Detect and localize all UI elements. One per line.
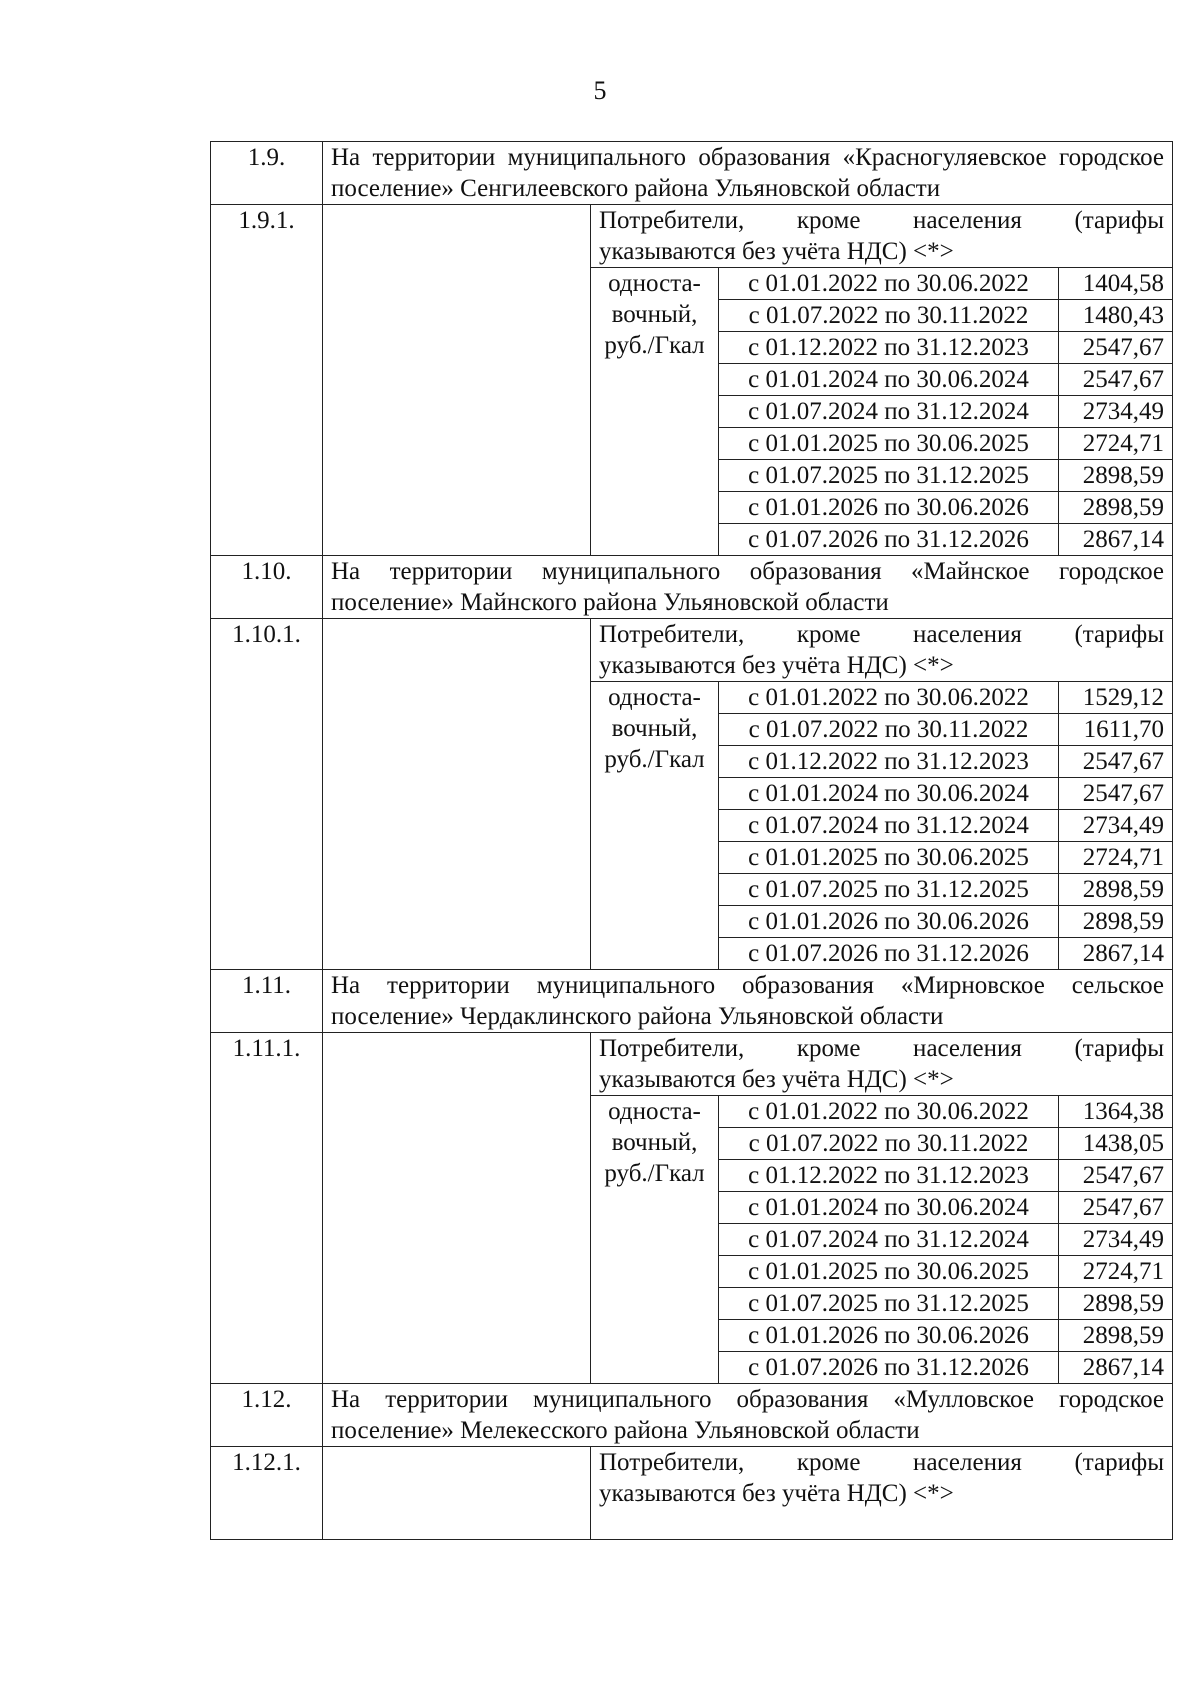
tariff-value: 1438,05 [1059, 1128, 1173, 1160]
section-number: 1.12. [211, 1384, 323, 1447]
tariff-period: с 01.01.2025 по 30.06.2025 [719, 1256, 1059, 1288]
tariff-value: 2734,49 [1059, 1224, 1173, 1256]
tariff-value: 2547,67 [1059, 746, 1173, 778]
tariff-period: с 01.07.2024 по 31.12.2024 [719, 1224, 1059, 1256]
subsection-number: 1.9.1. [211, 205, 323, 556]
tariff-value: 1611,70 [1059, 714, 1173, 746]
tariff-unit: односта-вочный, руб./Гкал [591, 682, 719, 778]
tariff-period: с 01.01.2022 по 30.06.2022 [719, 682, 1059, 714]
tariff-value: 2898,59 [1059, 492, 1173, 524]
subsection-number: 1.11.1. [211, 1033, 323, 1384]
tariff-period: с 01.01.2025 по 30.06.2025 [719, 428, 1059, 460]
section-title: На территории муниципального образования «Мулловское городское поселение» Мелекесского района Ульяновской области [323, 1384, 1173, 1447]
tariff-value: 2724,71 [1059, 1256, 1173, 1288]
tariff-value: 2547,67 [1059, 332, 1173, 364]
section-header-row [211, 142, 1173, 205]
tariff-period: с 01.07.2024 по 31.12.2024 [719, 810, 1059, 842]
tariff-value: 2898,59 [1059, 1320, 1173, 1352]
tariff-value: 1529,12 [1059, 682, 1173, 714]
blank-cell [323, 205, 591, 556]
tariff-period: с 01.01.2022 по 30.06.2022 [719, 1096, 1059, 1128]
tariff-unit-continued [591, 1192, 719, 1384]
tariff-period: с 01.07.2025 по 31.12.2025 [719, 1288, 1059, 1320]
blank-cell [323, 1447, 591, 1540]
section-header-row [211, 556, 1173, 619]
consumer-description: Потребители, кроме населения (тарифы указываются без учёта НДС) <*> [591, 1033, 1173, 1096]
tariff-period: с 01.12.2022 по 31.12.2023 [719, 332, 1059, 364]
tariff-value: 1404,58 [1059, 268, 1173, 300]
tariff-period: с 01.07.2026 по 31.12.2026 [719, 1352, 1059, 1384]
consumer-row [211, 619, 1173, 682]
tariff-value: 2734,49 [1059, 396, 1173, 428]
section-header-row [211, 1384, 1173, 1447]
section-number: 1.11. [211, 970, 323, 1033]
tariff-value: 2898,59 [1059, 874, 1173, 906]
tariff-value: 2734,49 [1059, 810, 1173, 842]
consumer-row [211, 205, 1173, 268]
consumer-row [211, 1033, 1173, 1096]
tariff-value: 2898,59 [1059, 460, 1173, 492]
tariff-value: 2867,14 [1059, 1352, 1173, 1384]
blank-cell [323, 1033, 591, 1384]
tariff-period: с 01.01.2022 по 30.06.2022 [719, 268, 1059, 300]
tariff-unit-continued [591, 364, 719, 556]
tariff-value: 2547,67 [1059, 1192, 1173, 1224]
tariff-period: с 01.07.2025 по 31.12.2025 [719, 460, 1059, 492]
tariff-unit: односта-вочный, руб./Гкал [591, 268, 719, 364]
tariff-period: с 01.07.2025 по 31.12.2025 [719, 874, 1059, 906]
tariff-period: с 01.01.2024 по 30.06.2024 [719, 364, 1059, 396]
consumer-description: Потребители, кроме населения (тарифы указываются без учёта НДС) <*> [591, 205, 1173, 268]
section-number: 1.10. [211, 556, 323, 619]
tariff-table [210, 141, 1173, 1540]
tariff-value: 2547,67 [1059, 1160, 1173, 1192]
tariff-period: с 01.07.2022 по 30.11.2022 [719, 714, 1059, 746]
section-title: На территории муниципального образования «Майнское городское поселение» Майнского района Ульяновской области [323, 556, 1173, 619]
subsection-number: 1.10.1. [211, 619, 323, 970]
tariff-period: с 01.07.2022 по 30.11.2022 [719, 300, 1059, 332]
tariff-period: с 01.01.2025 по 30.06.2025 [719, 842, 1059, 874]
consumer-description: Потребители, кроме населения (тарифы указываются без учёта НДС) <*> [591, 619, 1173, 682]
tariff-period: с 01.01.2024 по 30.06.2024 [719, 1192, 1059, 1224]
tariff-period: с 01.12.2022 по 31.12.2023 [719, 746, 1059, 778]
tariff-value: 2898,59 [1059, 1288, 1173, 1320]
section-title: На территории муниципального образования «Мирновское сельское поселение» Чердаклинского района Ульяновской области [323, 970, 1173, 1033]
tariff-unit: односта-вочный, руб./Гкал [591, 1096, 719, 1192]
subsection-number: 1.12.1. [211, 1447, 323, 1540]
tariff-period: с 01.07.2026 по 31.12.2026 [719, 938, 1059, 970]
section-number: 1.9. [211, 142, 323, 205]
tariff-value: 2867,14 [1059, 524, 1173, 556]
tariff-period: с 01.07.2024 по 31.12.2024 [719, 396, 1059, 428]
tariff-value: 1364,38 [1059, 1096, 1173, 1128]
page-number: 5 [593, 76, 607, 105]
tariff-value: 2898,59 [1059, 906, 1173, 938]
tariff-period: с 01.01.2024 по 30.06.2024 [719, 778, 1059, 810]
tariff-unit-continued [591, 778, 719, 970]
tariff-value: 2547,67 [1059, 778, 1173, 810]
tariff-value: 2867,14 [1059, 938, 1173, 970]
tariff-period: с 01.01.2026 по 30.06.2026 [719, 906, 1059, 938]
tariff-value: 2547,67 [1059, 364, 1173, 396]
tariff-period: с 01.01.2026 по 30.06.2026 [719, 492, 1059, 524]
tariff-period: с 01.01.2026 по 30.06.2026 [719, 1320, 1059, 1352]
section-title: На территории муниципального образования «Красногуляевское городское поселение» Сенгилеевского района Ульяновской области [323, 142, 1173, 205]
tariff-period: с 01.07.2026 по 31.12.2026 [719, 524, 1059, 556]
tariff-period: с 01.07.2022 по 30.11.2022 [719, 1128, 1059, 1160]
tariff-value: 2724,71 [1059, 428, 1173, 460]
consumer-row [211, 1447, 1173, 1540]
tariff-value: 1480,43 [1059, 300, 1173, 332]
section-header-row [211, 970, 1173, 1033]
blank-cell [323, 619, 591, 970]
tariff-period: с 01.12.2022 по 31.12.2023 [719, 1160, 1059, 1192]
consumer-description: Потребители, кроме населения (тарифы указываются без учёта НДС) <*> [591, 1447, 1173, 1540]
tariff-value: 2724,71 [1059, 842, 1173, 874]
